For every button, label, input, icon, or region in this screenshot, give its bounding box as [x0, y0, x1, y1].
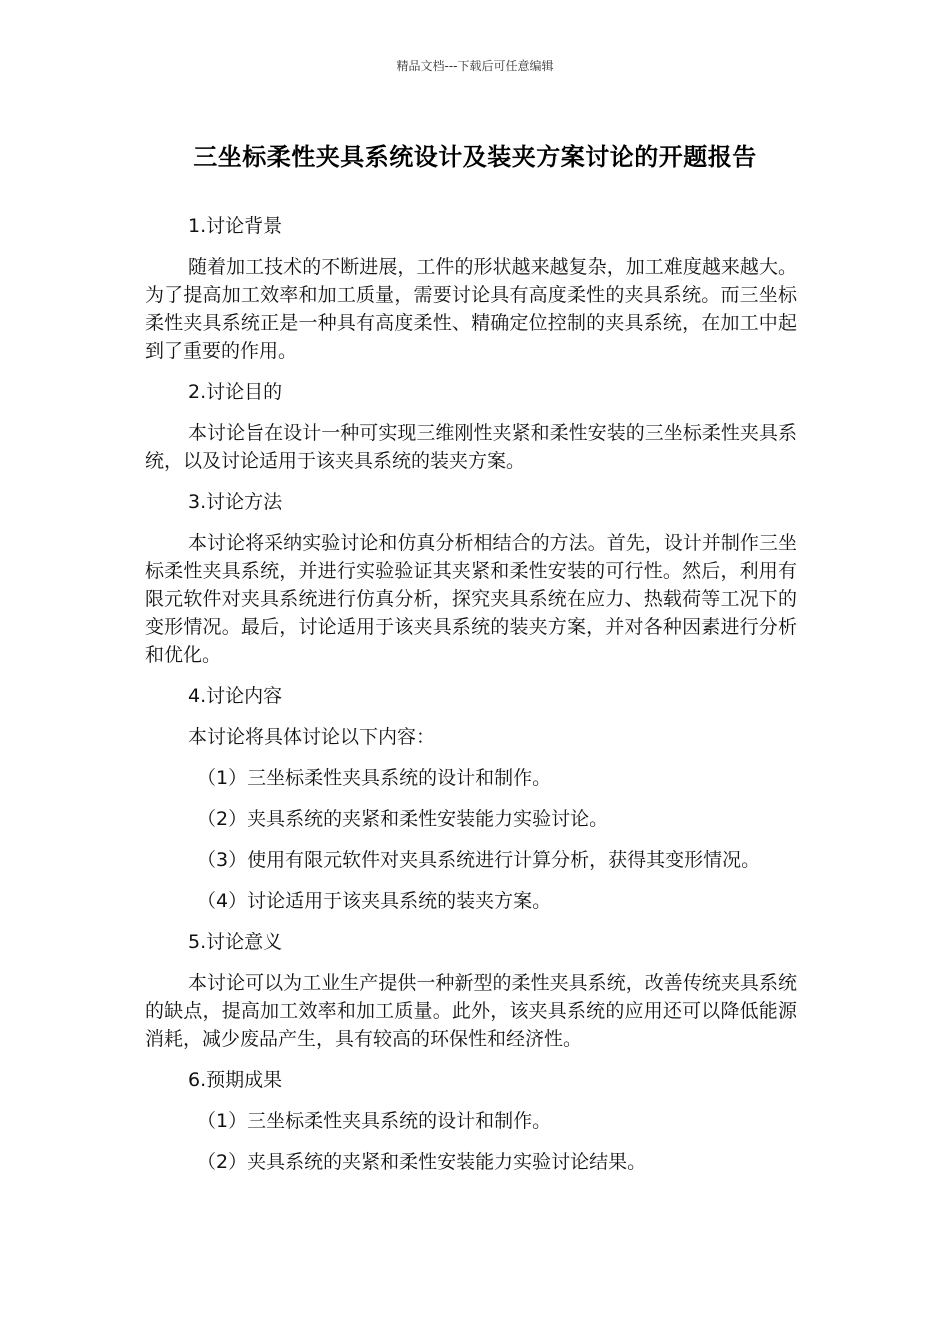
section-heading-significance: 5.讨论意义: [188, 931, 283, 953]
section-paragraph-significance: 本讨论可以为工业生产提供一种新型的柔性夹具系统，改善传统夹具系统的缺点，提高加工效率和加工质量。此外，该夹具系统的应用还可以降低能源消耗，减少废品产生，具有较高的环保性和经济性。: [145, 972, 797, 1050]
section-paragraph-background: 随着加工技术的不断进展，工件的形状越来越复杂，加工难度越来越大。为了提高加工效率和加工质量，需要讨论具有高度柔性的夹具系统。而三坐标柔性夹具系统正是一种具有高度柔性、精确定位控制的夹具系统，在加工中起到了重要的作用。: [145, 256, 797, 362]
document-title: 三坐标柔性夹具系统设计及装夹方案讨论的开题报告: [193, 143, 757, 171]
list-item: （3）使用有限元软件对夹具系统进行计算分析，获得其变形情况。: [197, 849, 761, 871]
list-item: （1）三坐标柔性夹具系统的设计和制作。: [197, 1110, 552, 1132]
list-item: （2）夹具系统的夹紧和柔性安装能力实验讨论。: [197, 808, 609, 830]
section-heading-background: 1.讨论背景: [188, 215, 283, 237]
document-body: [145, 212, 797, 1189]
list-item: （2）夹具系统的夹紧和柔性安装能力实验讨论结果。: [197, 1151, 647, 1173]
section-heading-purpose: 2.讨论目的: [188, 381, 283, 403]
section-heading-results: 6.预期成果: [188, 1069, 283, 1091]
section-heading-method: 3.讨论方法: [188, 491, 283, 513]
header-note: 精品文档---下载后可任意编辑: [396, 59, 554, 73]
section-heading-content: 4.讨论内容: [188, 685, 283, 707]
list-item: （1）三坐标柔性夹具系统的设计和制作。: [197, 767, 552, 789]
list-item: （4）讨论适用于该夹具系统的装夹方案。: [197, 890, 552, 912]
section-intro-content: 本讨论将具体讨论以下内容：: [188, 726, 436, 748]
section-paragraph-method: 本讨论将采纳实验讨论和仿真分析相结合的方法。首先，设计并制作三坐标柔性夹具系统，并进行实验验证其夹紧和柔性安装的可行性。然后，利用有限元软件对夹具系统进行仿真分析，探究夹具系统在应力、热载荷等工况下的变形情况。最后，讨论适用于该夹具系统的装夹方案，并对各种因素进行分析和优化。: [145, 532, 797, 666]
section-paragraph-purpose: 本讨论旨在设计一种可实现三维刚性夹紧和柔性安装的三坐标柔性夹具系统，以及讨论适用于该夹具系统的装夹方案。: [145, 422, 797, 472]
